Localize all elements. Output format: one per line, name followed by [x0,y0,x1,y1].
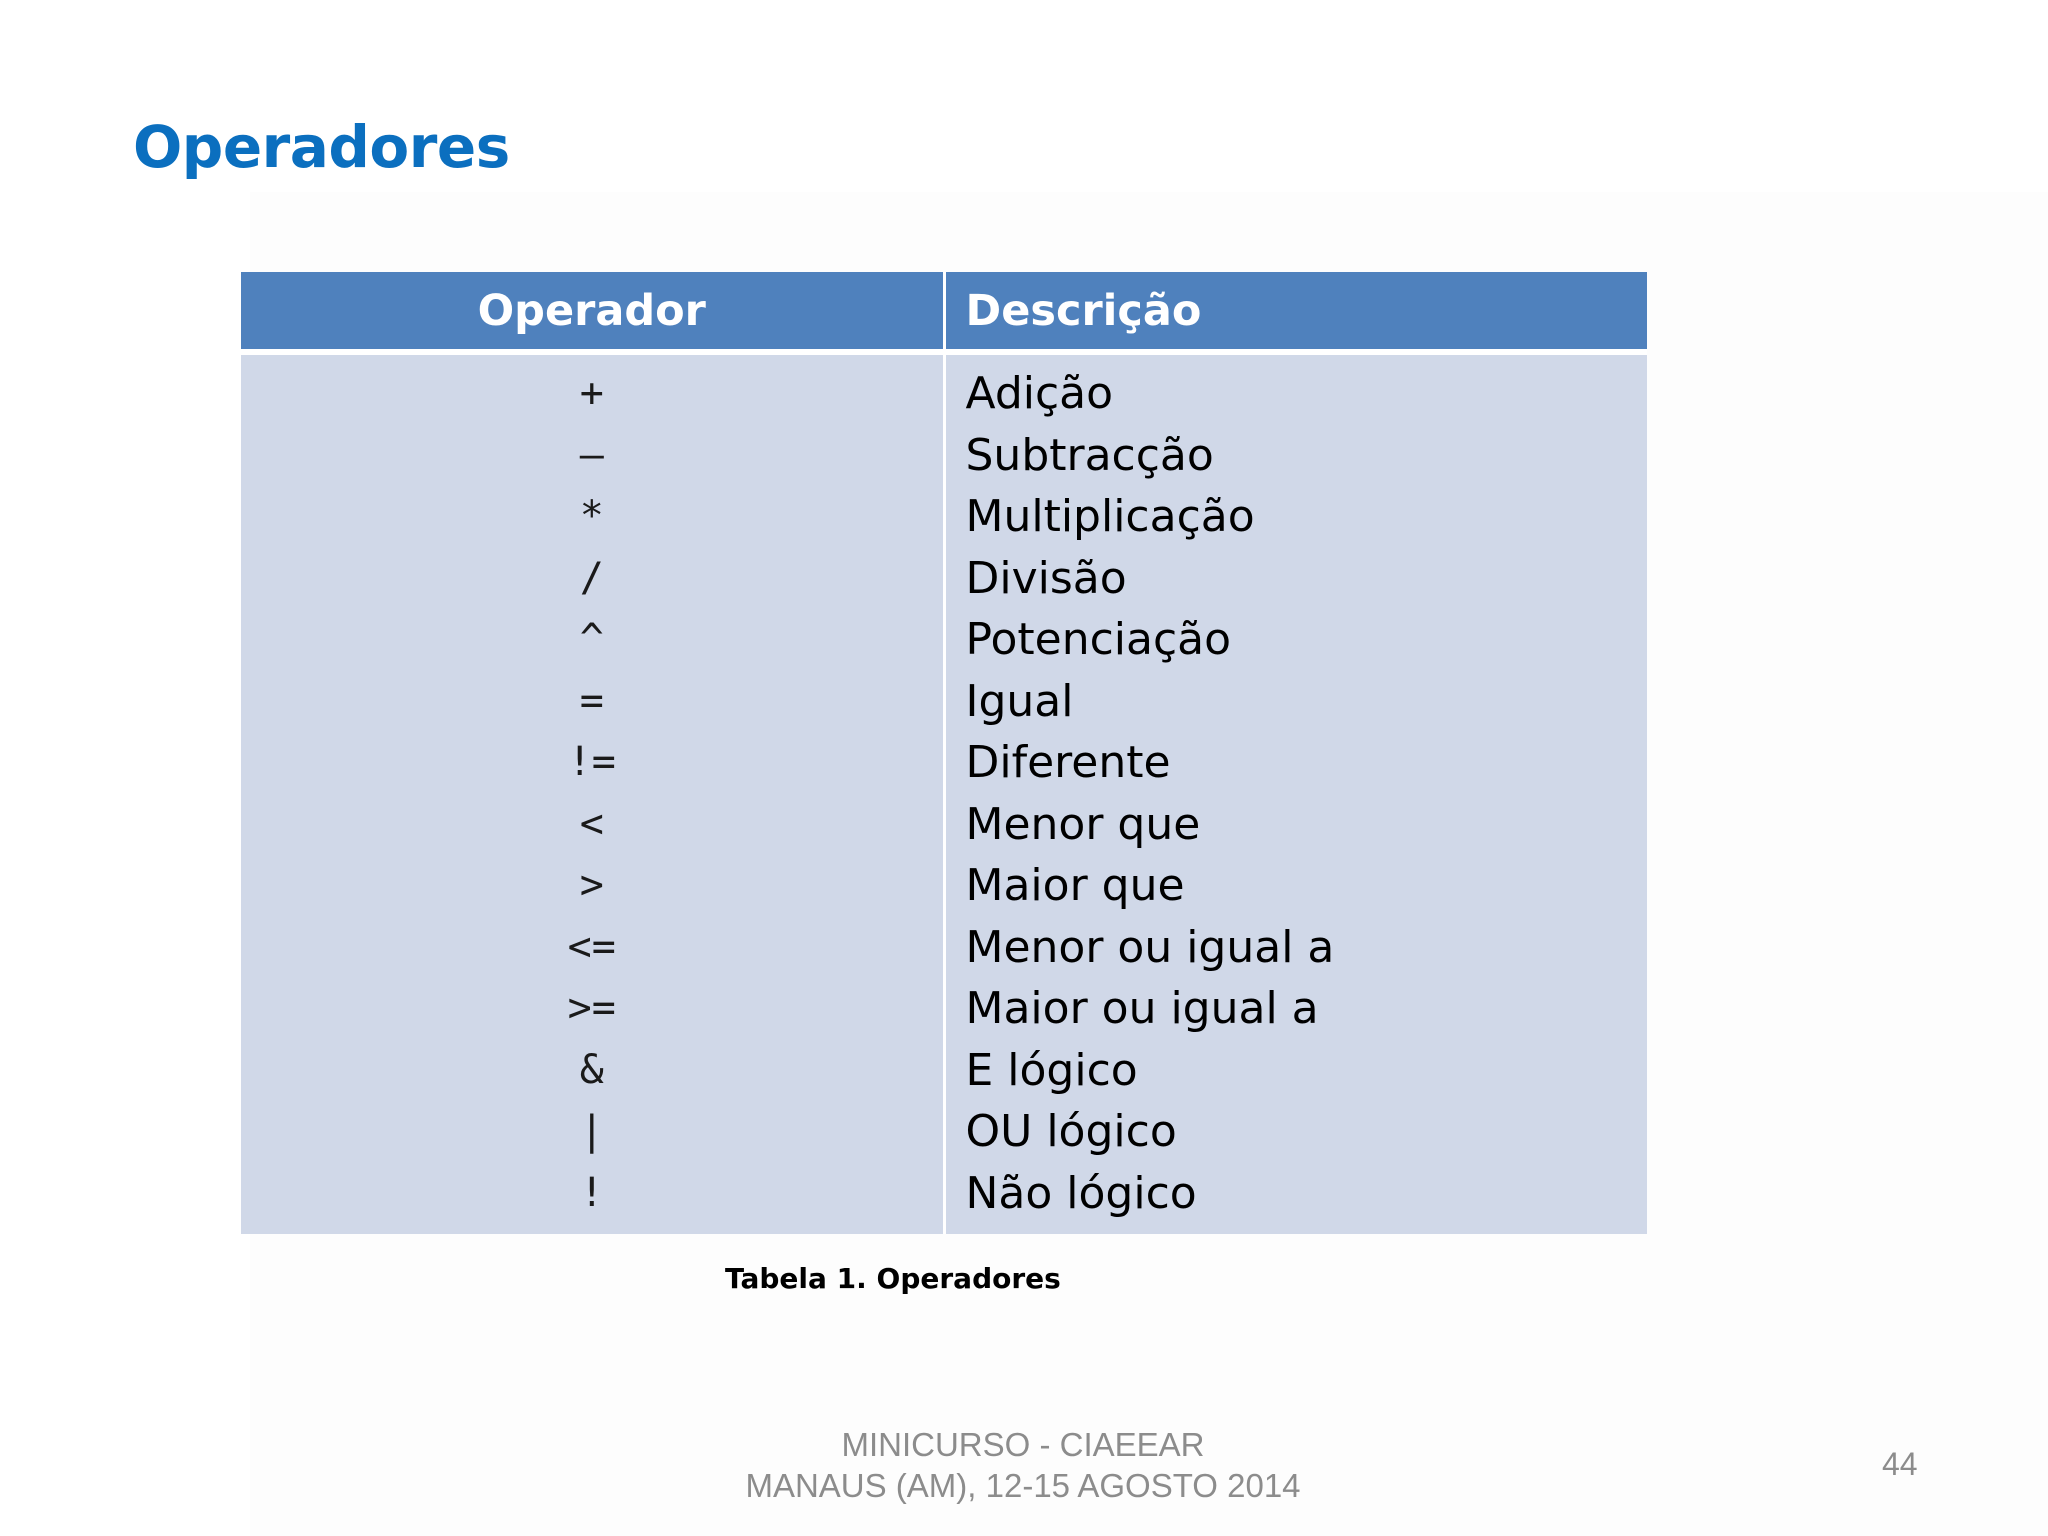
operator-cell: – [579,431,604,478]
operator-cell: | [579,1108,604,1154]
table-header-row [241,272,1647,352]
operator-cell: * [579,493,604,539]
footer-line-location-date: MANAUS (AM), 12-15 AGOSTO 2014 [745,1467,1301,1504]
description-cell: Potenciação [965,614,1232,665]
description-cell: OU lógico [965,1106,1177,1157]
description-cell: Subtracção [965,429,1214,481]
operators-table [241,272,1647,1234]
footer-line-event: MINICURSO - CIAEEAR [841,1426,1205,1463]
description-cell: Menor ou igual a [965,921,1335,973]
operator-cell: <= [567,923,616,970]
operator-cell: / [579,554,604,601]
footer [620,1424,1426,1506]
header-operator: Operador [241,272,944,352]
operator-cell: + [579,370,604,416]
description-cell: E lógico [965,1044,1138,1096]
operator-cell: ^ [579,616,604,662]
description-cell: Multiplicação [965,491,1255,542]
description-cell: Não lógico [965,1167,1197,1219]
operator-cell: < [579,800,604,847]
description-cell: Menor que [965,798,1201,850]
operator-cell: > [579,862,604,908]
description-cell: Igual [965,675,1074,727]
operator-cell: & [579,1046,604,1093]
operator-cell: ! [579,1169,604,1216]
table-caption: Tabela 1. Operadores [725,1262,1061,1295]
header-description: Descrição [944,272,1647,352]
description-cell: Maior que [965,860,1185,911]
operator-cell: = [579,677,604,724]
description-cell: Divisão [965,552,1127,604]
operator-column [241,352,944,1234]
description-cell: Adição [965,368,1114,419]
operator-cell: >= [567,985,616,1031]
table-body-row [241,352,1647,1234]
description-column [944,352,1647,1234]
page-number: 44 [1882,1446,1918,1482]
operator-cell: != [567,739,616,785]
description-cell: Maior ou igual a [965,983,1319,1034]
slide-title: Operadores [133,113,510,181]
description-cell: Diferente [965,737,1171,788]
